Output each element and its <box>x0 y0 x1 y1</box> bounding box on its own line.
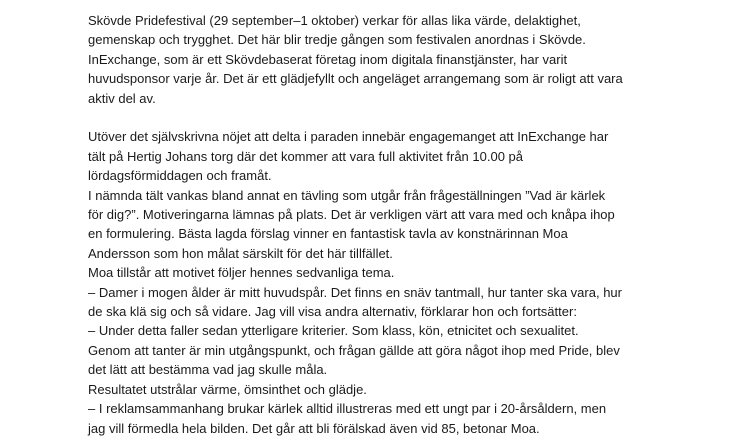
text-line: aktiv del av. <box>88 90 156 106</box>
text-line: huvudsponsor varje år. Det är ett glädjefyllt och angeläget arrangemang som är roligt att vara <box>88 71 623 87</box>
text-line: Utöver det självskrivna nöjet att delta i paraden innebär engagemanget att InExchange har <box>88 129 609 145</box>
text-line: för dig?”. Motiveringarna lämnas på plats. Det är verkligen värt att vara med och knåpa ihop <box>88 207 615 223</box>
text-line: Resultatet utstrålar värme, ömsinthet och glädje. <box>88 381 367 397</box>
paragraph-break <box>88 108 688 127</box>
text-line: – Under detta faller sedan ytterligare kriterier. Som klass, kön, etnicitet och sexualitet. <box>88 323 579 339</box>
text-line: de ska klä sig och så vidare. Jag vill visa andra alternativ, förklarar hon och fortsätter: <box>88 304 577 320</box>
text-line: gemenskap och trygghet. Det här blir tredje gången som festivalen anordnas i Skövde. <box>88 32 586 48</box>
text-line: – Damer i mogen ålder är mitt huvudspår. Det finns en snäv tantmall, hur tanter ska vara, hur <box>88 284 622 300</box>
text-line: InExchange, som är ett Skövdebaserat företag inom digitala finanstjänster, har varit <box>88 51 568 67</box>
text-line: tält på Hertig Johans torg där det kommer att vara full aktivitet från 10.00 på <box>88 148 523 164</box>
text-line: Moa tillstår att motivet följer hennes sedvanliga tema. <box>88 265 395 281</box>
text-line: Andersson som hon målat särskilt för det här tillfället. <box>88 245 393 261</box>
text-line: I nämnda tält vankas bland annat en tävling som utgår från frågeställningen ”Vad är kärlek <box>88 187 606 203</box>
document-page <box>88 11 688 438</box>
text-line: en formulering. Bästa lagda förslag vinner en fantastisk tavla av konstnärinnan Moa <box>88 226 568 242</box>
paragraph-body <box>88 127 688 438</box>
text-line: Genom att tanter är min utgångspunkt, och frågan gällde att göra något ihop med Pride, blev <box>88 342 620 358</box>
paragraph-intro <box>88 11 688 108</box>
text-line: jag vill förmedla hela bilden. Det går att bli förälskad även vid 85, betonar Moa. <box>88 420 540 436</box>
text-line: Skövde Pridefestival (29 september–1 oktober) verkar för allas lika värde, delaktighet, <box>88 13 581 28</box>
text-line: det lätt att bestämma vad jag skulle måla. <box>88 362 328 378</box>
text-line: lördagsförmiddagen och framåt. <box>88 168 272 184</box>
text-line: – I reklamsammanhang brukar kärlek alltid illustreras med ett ungt par i 20-årsåldern, men <box>88 401 607 417</box>
